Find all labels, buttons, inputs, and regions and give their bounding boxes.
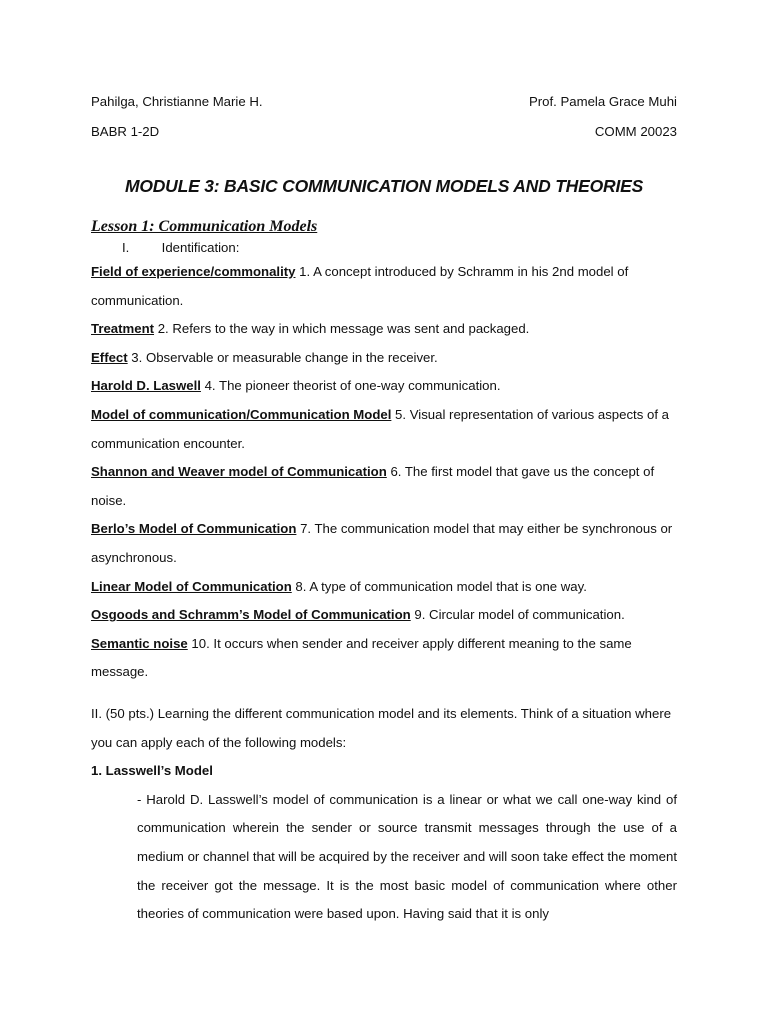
list-item — [91, 573, 677, 602]
list-item — [91, 258, 677, 315]
list-item — [91, 315, 677, 344]
answer-term: Field of experience/commonality — [91, 264, 296, 279]
list-item — [91, 458, 677, 515]
answer-term: Treatment — [91, 321, 155, 337]
question-text: 1. A concept introduced by Schramm in his 2nd model of communication. — [91, 264, 629, 308]
module-title: MODULE 3: BASIC COMMUNICATION MODELS AND THEORIES — [124, 176, 644, 196]
question-text: 5. Visual representation of various aspects of a communication encounter. — [91, 406, 669, 451]
course-code: COMM 20023 — [594, 124, 677, 139]
answer-term: Shannon and Weaver model of Communication — [91, 464, 387, 480]
part1-number: I. — [122, 240, 130, 255]
question-text: 3. Observable or measurable change in the receiver. — [127, 349, 438, 365]
list-item — [91, 601, 677, 630]
list-item — [91, 401, 677, 458]
header-row-1 — [91, 94, 677, 109]
question-text: 10. It occurs when sender and receiver apply different meaning to the same message. — [91, 635, 632, 680]
answer-term: Effect — [91, 349, 128, 365]
part2-section — [91, 700, 677, 929]
part2-intro: II. (50 pts.) Learning the different communication model and its elements. Think of a situation where you can apply each of the following models: — [91, 706, 672, 750]
section-code: BABR 1-2D — [91, 124, 160, 139]
student-name: Pahilga, Christianne Marie H. — [91, 94, 263, 109]
answer-term: Linear Model of Communication — [91, 578, 292, 594]
answer-term: Berlo’s Model of Communication — [91, 521, 297, 537]
question-text: 9. Circular model of communication. — [410, 607, 625, 623]
lesson-heading: Lesson 1: Communication Models — [91, 218, 318, 235]
header-row-2 — [91, 124, 677, 139]
question-text: 4. The pioneer theorist of one-way communication. — [200, 378, 501, 394]
question-text: 2. Refers to the way in which message was sent and packaged. — [154, 321, 530, 337]
answer-term: Harold D. Laswell — [91, 378, 201, 394]
question-text: 7. The communication model that may either be synchronous or asynchronous. — [91, 521, 673, 565]
list-item — [91, 344, 677, 373]
lasswell-heading: 1. Lasswell’s Model — [91, 763, 213, 779]
lasswell-paragraph: - Harold D. Lasswell’s model of communication is a linear or what we call one-way kind of communication wherein the sender or source transmit messages through the use of a medium or channel that will be acquired by the receiver and will soon take effect the moment the receiver got the message. It is the most basic model of communication where other theories of communication were based upon. Having said that it is only — [137, 791, 677, 922]
list-item — [91, 630, 677, 687]
professor-name: Prof. Pamela Grace Muhi — [528, 94, 677, 109]
list-item — [91, 515, 677, 572]
answer-term: Model of communication/Communication Model — [91, 406, 392, 422]
question-text: 8. A type of communication model that is one way. — [291, 578, 587, 594]
answer-term: Osgoods and Schramm’s Model of Communication — [91, 607, 411, 623]
identification-list — [91, 258, 677, 687]
list-item — [91, 372, 677, 401]
answer-term: Semantic noise — [91, 635, 188, 651]
part1-label: Identification: — [161, 240, 240, 255]
part1-heading — [122, 240, 239, 255]
question-text: 6. The first model that gave us the concept of noise. — [91, 464, 655, 508]
